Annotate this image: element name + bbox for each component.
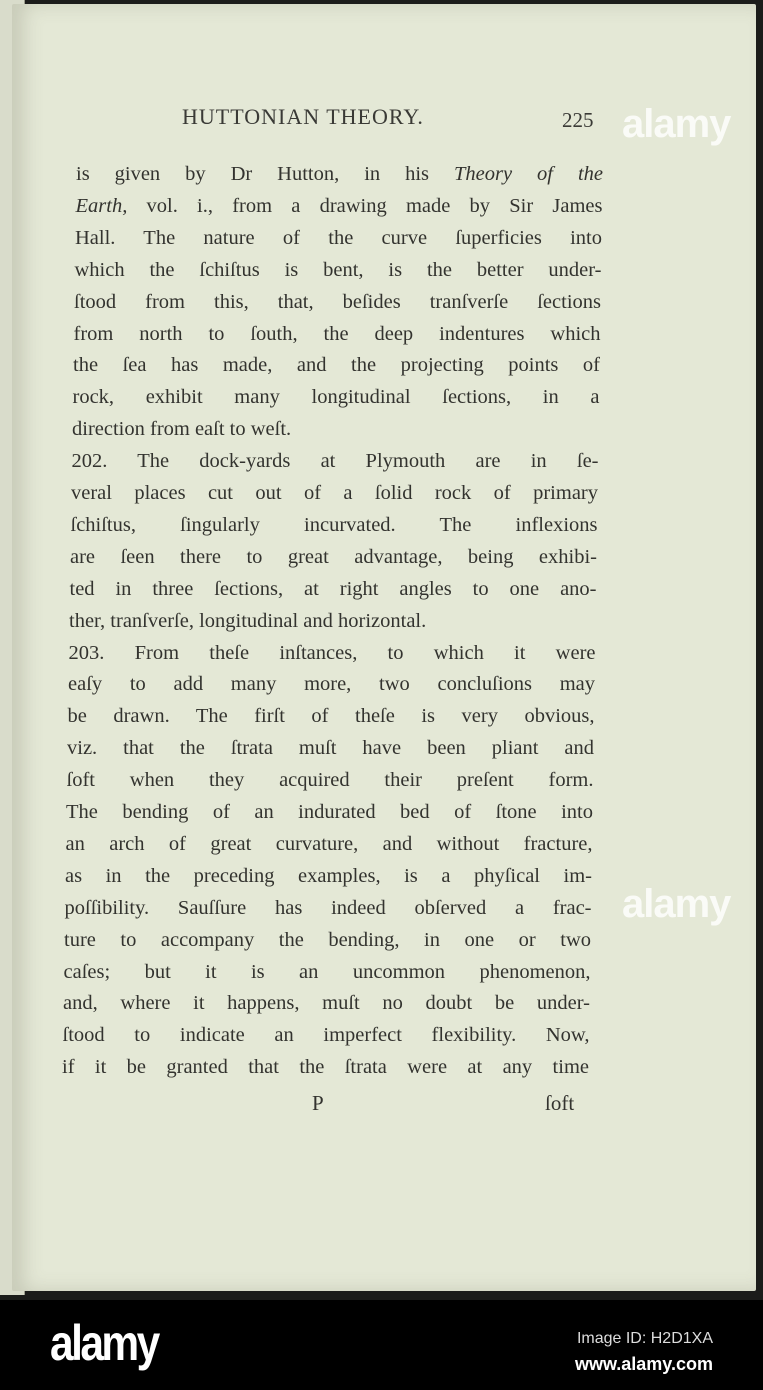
text-line [71,481,598,505]
text-line [65,896,592,920]
alamy-logo: alamy [50,1315,158,1371]
text-segment: ſoft when they acquired their preſent form. [66,769,594,792]
text-line [68,704,595,728]
text-line [66,800,593,824]
text-segment: ſtood from this, that, beſides tranſverſe ſections [74,290,601,313]
text-segment: be drawn. The firſt of theſe is very obvious, [67,705,595,728]
text-line [76,194,603,218]
text-segment: viz. that the ſtrata muſt have been pliant and [67,737,594,760]
footer-bar [0,1300,763,1390]
text-segment: ture to accompany the bending, in one or two [64,928,591,951]
text-segment: rock, exhibit many longitudinal ſections, in a [72,386,600,409]
catchword: ſoft [545,1091,575,1115]
text-segment: Hall. The nature of the curve ſuperficies into [75,226,602,249]
text-line [72,449,599,473]
text-segment: Earth, [75,194,128,217]
text-line [64,960,591,984]
text-line [66,832,593,856]
text-line [75,226,602,250]
running-title: HUTTONIAN THEORY. [182,104,424,129]
text-segment: ted in three ſections, at right angles to one ano- [69,577,597,600]
text-segment: The bending of an indurated bed of ſtone into [66,801,593,823]
text-segment: are ſeen there to great advantage, being exhibi- [70,545,597,568]
text-line [73,385,600,409]
text-line [65,864,592,888]
text-segment: which the ſchiſtus is bent, is the better under- [74,258,602,281]
text-segment: ſtood to indicate an imperfect flexibility. Now, [62,1024,590,1047]
text-line [63,1023,590,1047]
text-line [70,577,597,601]
text-segment: poſſibility. Sauſſure has indeed obſerved a frac- [64,896,592,919]
text-line [69,641,596,665]
site-url: www.alamy.com [574,1354,713,1374]
text-line [72,417,599,441]
text-line [74,290,601,314]
text-segment: Theory of the [454,163,603,185]
text-line [75,258,602,282]
text-segment: veral places cut out of a ſolid rock of primary [71,482,598,504]
text-line [62,1055,589,1079]
text-segment: the ſea has made, and the projecting points of [73,354,600,377]
text-line [63,991,590,1015]
text-segment: if it be granted that the ſtrata were at any time [62,1056,589,1079]
text-line [71,513,598,537]
text-line [64,928,591,952]
text-segment: ſchiſtus, ſingularly incurvated. The inflexions [70,513,598,536]
signature-mark: P [312,1091,324,1115]
text-segment: direction from eaſt to weſt. [72,418,292,441]
text-segment: from north to ſouth, the deep indentures which [73,322,601,345]
text-segment: 203. From theſe inſtances, to which it were [68,641,596,664]
text-line [69,609,596,633]
text-segment: caſes; but it is an uncommon phenomenon, [63,960,591,983]
text-segment: as in the preceding examples, is a phyſical im- [65,864,592,887]
text-segment: is given by Dr Hutton, in his [76,163,454,185]
text-line [67,736,594,760]
text-line [74,322,601,346]
image-id: Image ID: H2D1XA [576,1330,713,1347]
text-segment: ther, tranſverſe, longitudinal and horizontal. [69,609,427,632]
text-line [70,545,597,569]
text-line [67,768,594,792]
page-number: 225 [562,108,594,132]
text-segment: and, where it happens, muſt no doubt be under- [63,992,590,1015]
text-segment: an arch of great curvature, and without fracture, [65,832,593,855]
watermark: alamy [622,102,731,146]
text-segment: eaſy to add many more, two concluſions may [68,673,595,696]
watermark: alamy [622,882,731,926]
text-segment: vol. i., from a drawing made by Sir James [127,194,603,217]
text-segment: 202. The dock-yards at Plymouth are in ſe- [71,450,599,473]
text-line [73,353,600,377]
text-line [68,672,595,696]
text-line [76,162,603,186]
